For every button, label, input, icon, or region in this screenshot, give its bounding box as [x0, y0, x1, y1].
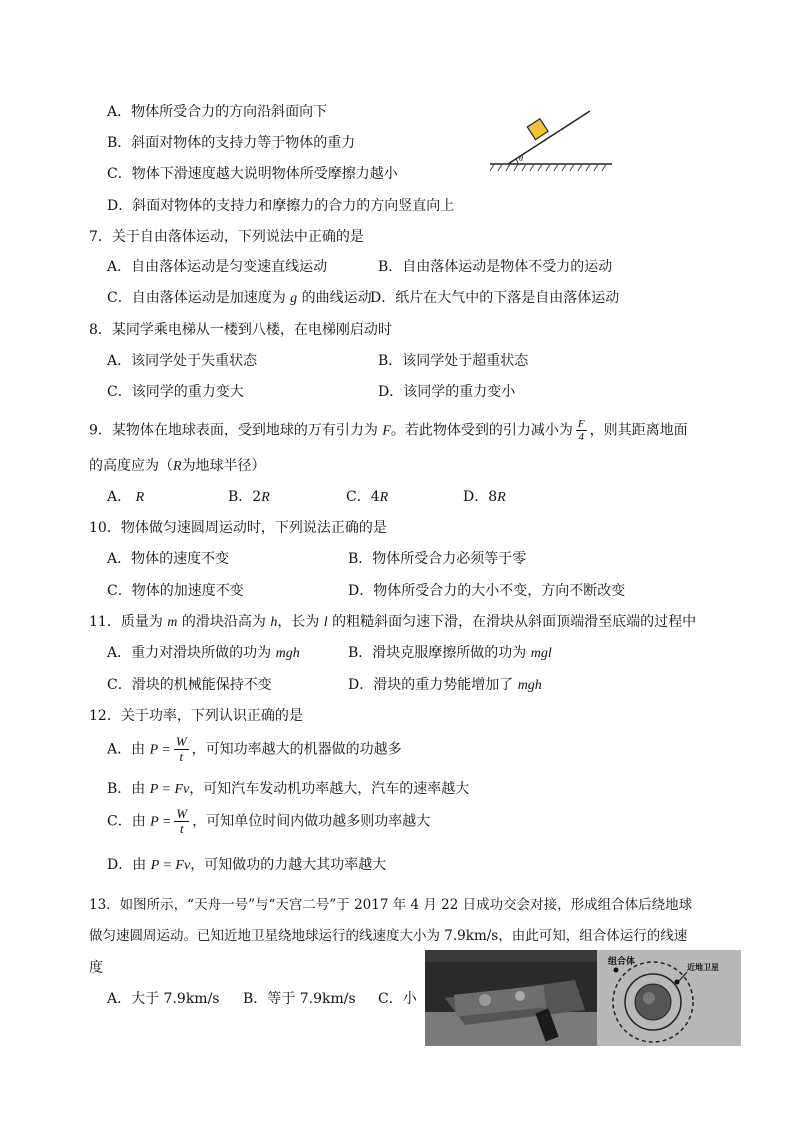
q7-stem: 7．关于自由落体运动，下列说法中正确的是	[89, 229, 364, 245]
q12-option-a: A．由 P = $\frac{W}{t}$ ，可知功率越大的机器做的功越多	[107, 734, 402, 764]
q11-option-d: D．滑块的重力势能增加了 mgh	[348, 677, 542, 693]
q9-fraction: $\frac{F}{4}$	[577, 418, 585, 443]
q7-option-b: B．自由落体运动是物体不受力的运动	[378, 259, 613, 275]
q9-option-a: A． R	[107, 489, 145, 505]
q10-option-b: B．物体所受合力必须等于零	[348, 551, 527, 567]
q7-option-d: D．纸片在大气中的下落是自由落体运动	[370, 290, 620, 306]
q10-option-a: A．物体的速度不变	[107, 551, 230, 567]
q9-stem: 9．某物体在地球表面，受到地球的万有引力为 F。若此物体受到的引力减小为 $\frac{F}{4}$ ，则其距离地面	[89, 418, 688, 443]
q11-stem: 11．质量为 m 的滑块沿高为 h，长为 l 的粗糙斜面匀速下滑，在滑块从斜面顶端滑至底端的过程中	[89, 614, 697, 630]
q8-option-a: A．该同学处于失重状态	[107, 353, 258, 369]
q8-option-b: B．该同学处于超重状态	[378, 353, 529, 369]
label-combo: 组合体	[608, 957, 636, 967]
q6-option-c: C．物体下滑速度越大说明物体所受摩擦力越小	[107, 166, 398, 182]
q12-a-fraction: $\frac{W}{t}$	[175, 734, 187, 764]
q6-option-d: D．斜面对物体的支持力和摩擦力的合力的方向竖直向上	[107, 198, 455, 214]
q10-option-c: C．物体的加速度不变	[107, 583, 244, 599]
q10-stem: 10．物体做匀速圆周运动时，下列说法正确的是	[89, 520, 387, 536]
q6-option-a: A．物体所受合力的方向沿斜面向下	[107, 104, 328, 120]
q12-option-c: C．由 P = $\frac{W}{t}$ ，可知单位时间内做功越多则功率越大	[107, 806, 431, 836]
q13-stem-line2: 做匀速圆周运动。已知近地卫星绕地球运行的线速度大小为 7.9km/s，由此可知，组合体运行的线速	[89, 928, 688, 944]
q13-stem-line1: 13．如图所示，“天舟一号”与“天宫二号”于 2017 年 4 月 22 日成功交会对接，形成组合体后绕地球	[89, 897, 693, 913]
q9-stem-line2: 的高度应为（R为地球半径）	[89, 458, 266, 474]
incline-figure	[490, 108, 620, 178]
q13-option-c: C．小	[378, 991, 417, 1007]
q8-option-c: C．该同学的重力变大	[107, 384, 244, 400]
q13-option-a: A．大于 7.9km/s	[107, 991, 220, 1007]
label-near-earth-satellite: 近地卫星	[687, 963, 719, 972]
q9-option-b: B．2R	[228, 489, 270, 505]
q6-option-b: B．斜面对物体的支持力等于物体的重力	[107, 135, 356, 151]
q11-option-c: C．滑块的机械能保持不变	[107, 677, 272, 693]
q10-option-d: D．物体所受合力的大小不变，方向不断改变	[348, 583, 626, 599]
q8-option-d: D．该同学的重力变小	[378, 384, 516, 400]
orbit-diagram	[597, 950, 741, 1046]
q12-stem: 12．关于功率，下列认识正确的是	[89, 708, 303, 724]
spacecraft-photo	[425, 950, 597, 1046]
q9-option-c: C．4R	[346, 489, 389, 505]
q13-stem-line3: 度	[89, 960, 103, 976]
q13-option-b: B．等于 7.9km/s	[243, 991, 356, 1007]
q9-option-d: D．8R	[463, 489, 506, 505]
q11-option-b: B．滑块克服摩擦所做的功为 mgl	[348, 645, 552, 661]
q13-photo	[425, 950, 741, 1046]
q12-option-b: B．由 P = Fv，可知汽车发动机功率越大，汽车的速率越大	[107, 781, 470, 797]
q12-option-d: D．由 P = Fv，可知做功的力越大其功率越大	[107, 857, 387, 873]
q12-c-fraction: $\frac{W}{t}$	[176, 806, 188, 836]
q7-option-a: A．自由落体运动是匀变速直线运动	[107, 259, 328, 275]
q8-stem: 8．某同学乘电梯从一楼到八楼，在电梯刚启动时	[89, 322, 392, 338]
block	[527, 119, 548, 140]
q11-option-a: A．重力对滑块所做的功为 mgh	[107, 645, 300, 661]
angle-label: θ	[519, 154, 523, 163]
q7-option-c: C．自由落体运动是加速度为 g 的曲线运动	[107, 290, 372, 306]
